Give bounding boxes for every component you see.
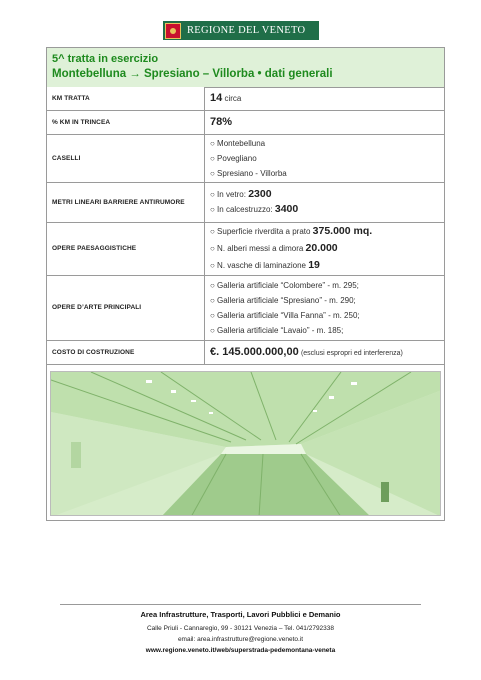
row-value: €. 145.000.000,00 (esclusi espropri ed interferenza)	[205, 340, 445, 364]
table-row	[47, 87, 444, 110]
list-item: ○ Montebelluna	[210, 138, 266, 148]
row-label: OPERE D’ARTE PRINCIPALI	[47, 275, 205, 340]
table-row	[47, 182, 444, 222]
row-value	[205, 222, 445, 275]
list-item: ○ Galleria artificiale “Spresiano” - m. 290;	[210, 295, 356, 305]
list-item: ○ Galleria artificiale “Colombere” - m. 295;	[210, 280, 359, 290]
tunnel-illustration	[51, 372, 441, 516]
row-label: METRI LINEARI BARRIERE ANTIRUMORE	[47, 182, 205, 222]
list-item: ○ Spresiano - Villorba	[210, 168, 287, 178]
footer-address: Calle Priuli - Cannaregio, 99 - 30121 Venezia – Tel. 041/2792338	[146, 625, 335, 632]
logo-text: REGIONE DEL VENETO	[187, 25, 306, 36]
footer-website-link[interactable]: www.regione.veneto.it/web/superstrada-pedemontana-veneta	[145, 647, 336, 654]
sheet-header	[47, 48, 444, 88]
regione-veneto-logo	[163, 21, 319, 40]
list-item: ○ N. alberi messi a dimora 20.000	[210, 242, 338, 254]
row-value: 78%	[205, 110, 445, 134]
footer-email: email: area.infrastrutture@regione.veneto.it	[177, 636, 304, 643]
footer-department: Area Infrastrutture, Trasporti, Lavori Pubblici e Demanio	[140, 610, 341, 619]
row-value	[205, 182, 445, 222]
table-row	[47, 275, 444, 340]
list-item: ○ Galleria artificiale “Villa Fanna” - m. 250;	[210, 310, 360, 320]
list-item: ○ Povegliano	[210, 153, 257, 163]
list-item: ○ Superficie riverdita a prato 375.000 mq.	[210, 225, 373, 237]
data-sheet	[46, 47, 445, 521]
crest-icon	[165, 23, 181, 39]
table-row	[47, 340, 444, 364]
table-row	[47, 134, 444, 182]
row-label: % KM IN TRINCEA	[47, 110, 205, 134]
sheet-title: Montebelluna → Spresiano – Villorba • dati generali	[52, 68, 333, 80]
row-label: KM TRATTA	[47, 87, 205, 110]
table-row	[47, 110, 444, 134]
table-row	[47, 222, 444, 275]
row-value	[205, 275, 445, 340]
sheet-subtitle: 5^ tratta in esercizio	[52, 53, 159, 65]
list-item: ○ Galleria artificiale “Lavaio” - m. 185;	[210, 325, 344, 335]
row-value	[205, 134, 445, 182]
list-item: ○ In vetro: 2300	[210, 188, 272, 200]
row-value: 14 circa	[205, 87, 445, 110]
data-table	[47, 87, 444, 365]
row-label: CASELLI	[47, 134, 205, 182]
row-label: OPERE PAESAGGISTICHE	[47, 222, 205, 275]
tunnel-photo	[50, 371, 441, 516]
row-label: COSTO DI COSTRUZIONE	[47, 340, 205, 364]
footer-divider	[60, 604, 421, 605]
list-item: ○ In calcestruzzo: 3400	[210, 203, 299, 215]
list-item: ○ N. vasche di laminazione 19	[210, 259, 320, 271]
